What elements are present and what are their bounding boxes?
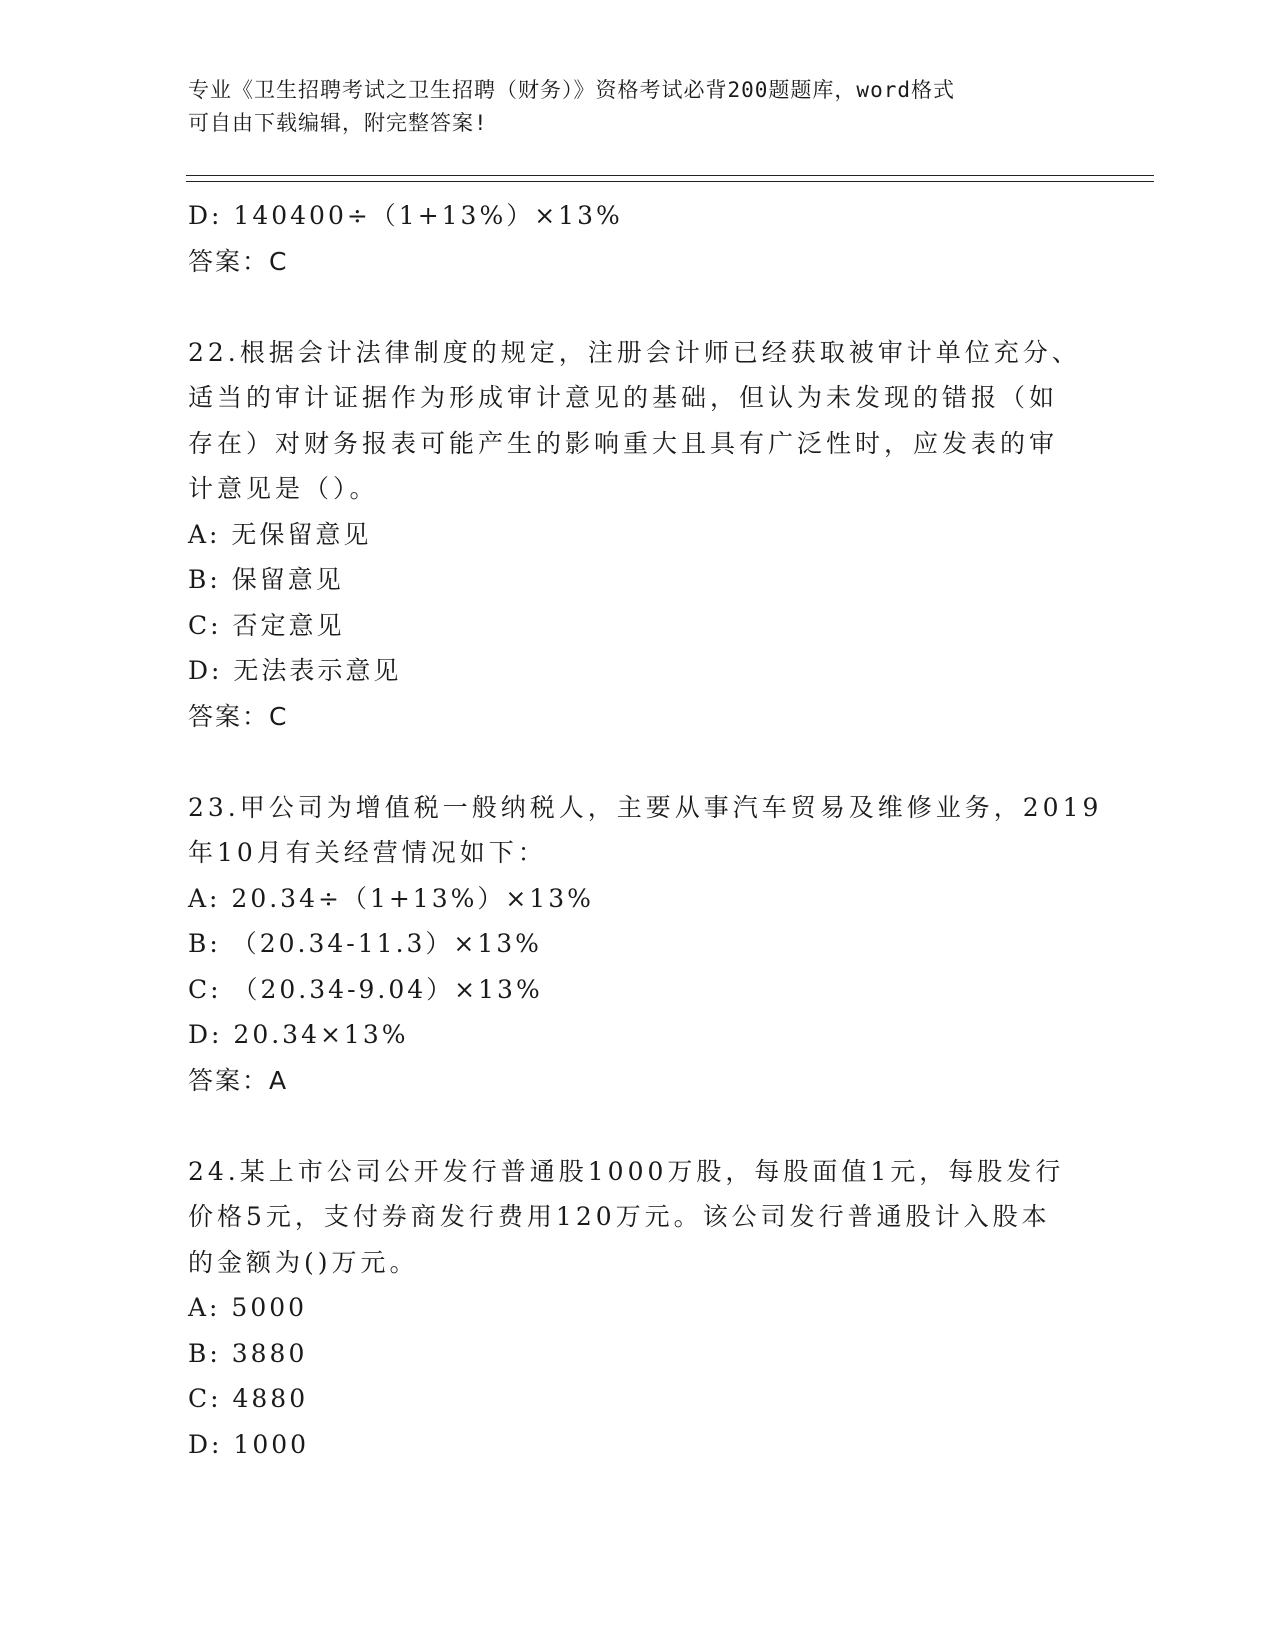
q24-option-d: D: 1000 xyxy=(188,1429,310,1459)
q23-answer: 答案：A xyxy=(188,1065,289,1095)
q22-stem-line: 22.根据会计法律制度的规定，注册会计师已经获取被审计单位充分、 xyxy=(188,337,1081,367)
q22-option-b: B: 保留意见 xyxy=(188,565,344,594)
q24-stem-line: 24.某上市公司公开发行普通股1000万股，每股面值1元，每股发行 xyxy=(188,1156,1065,1186)
q23-option-a: A: 20.34÷（1+13%）×13% xyxy=(188,883,594,913)
q24-option-a: A: 5000 xyxy=(188,1293,308,1322)
q22-option-a: A: 无保留意见 xyxy=(188,519,372,549)
q22-stem-line: 存在）对财务报表可能产生的影响重大且具有广泛性时，应发表的审 xyxy=(188,428,1059,458)
header-divider-bottom xyxy=(186,181,1154,182)
q24-option-c: C: 4880 xyxy=(188,1384,309,1413)
q23-option-d: D: 20.34×13% xyxy=(188,1020,409,1049)
header-line-2: 可自由下载编辑，附完整答案! xyxy=(188,111,488,135)
header-divider-top xyxy=(186,175,1154,176)
prev-answer: 答案：C xyxy=(188,246,289,276)
q22-answer: 答案：C xyxy=(188,701,289,731)
header-line-1: 专业《卫生招聘考试之卫生招聘（财务）》资格考试必背200题题库，word格式 xyxy=(188,78,955,102)
document-header xyxy=(188,74,1068,140)
q24-stem-line: 的金额为()万元。 xyxy=(188,1247,419,1277)
q22-option-d: D: 无法表示意见 xyxy=(188,656,402,685)
q23-option-c: C: （20.34-9.04）×13% xyxy=(188,974,543,1004)
q22-stem-line: 适当的审计证据作为形成审计意见的基础，但认为未发现的错报（如 xyxy=(188,383,1059,412)
spacer xyxy=(188,1103,1088,1149)
q22-option-c: C: 否定意见 xyxy=(188,610,345,640)
question-23-stem xyxy=(188,785,1103,876)
prev-option-d: D: 140400÷（1+13%）×13% xyxy=(188,201,623,230)
q22-stem-line: 计意见是（）。 xyxy=(188,474,379,503)
spacer xyxy=(188,284,1088,330)
q23-option-b: B: （20.34-11.3）×13% xyxy=(188,929,542,958)
question-22-stem xyxy=(188,330,1088,512)
q24-option-b: B: 3880 xyxy=(188,1338,308,1368)
q23-stem-line: 23.甲公司为增值税一般纳税人，主要从事汽车贸易及维修业务，2019 xyxy=(188,792,1103,822)
q23-stem-line: 年10月有关经营情况如下： xyxy=(188,838,547,867)
q24-stem-line: 价格5元，支付券商发行费用120万元。该公司发行普通股计入股本 xyxy=(188,1202,1051,1231)
question-content xyxy=(188,193,1103,1467)
spacer xyxy=(188,739,1088,785)
question-24-stem xyxy=(188,1149,1088,1286)
